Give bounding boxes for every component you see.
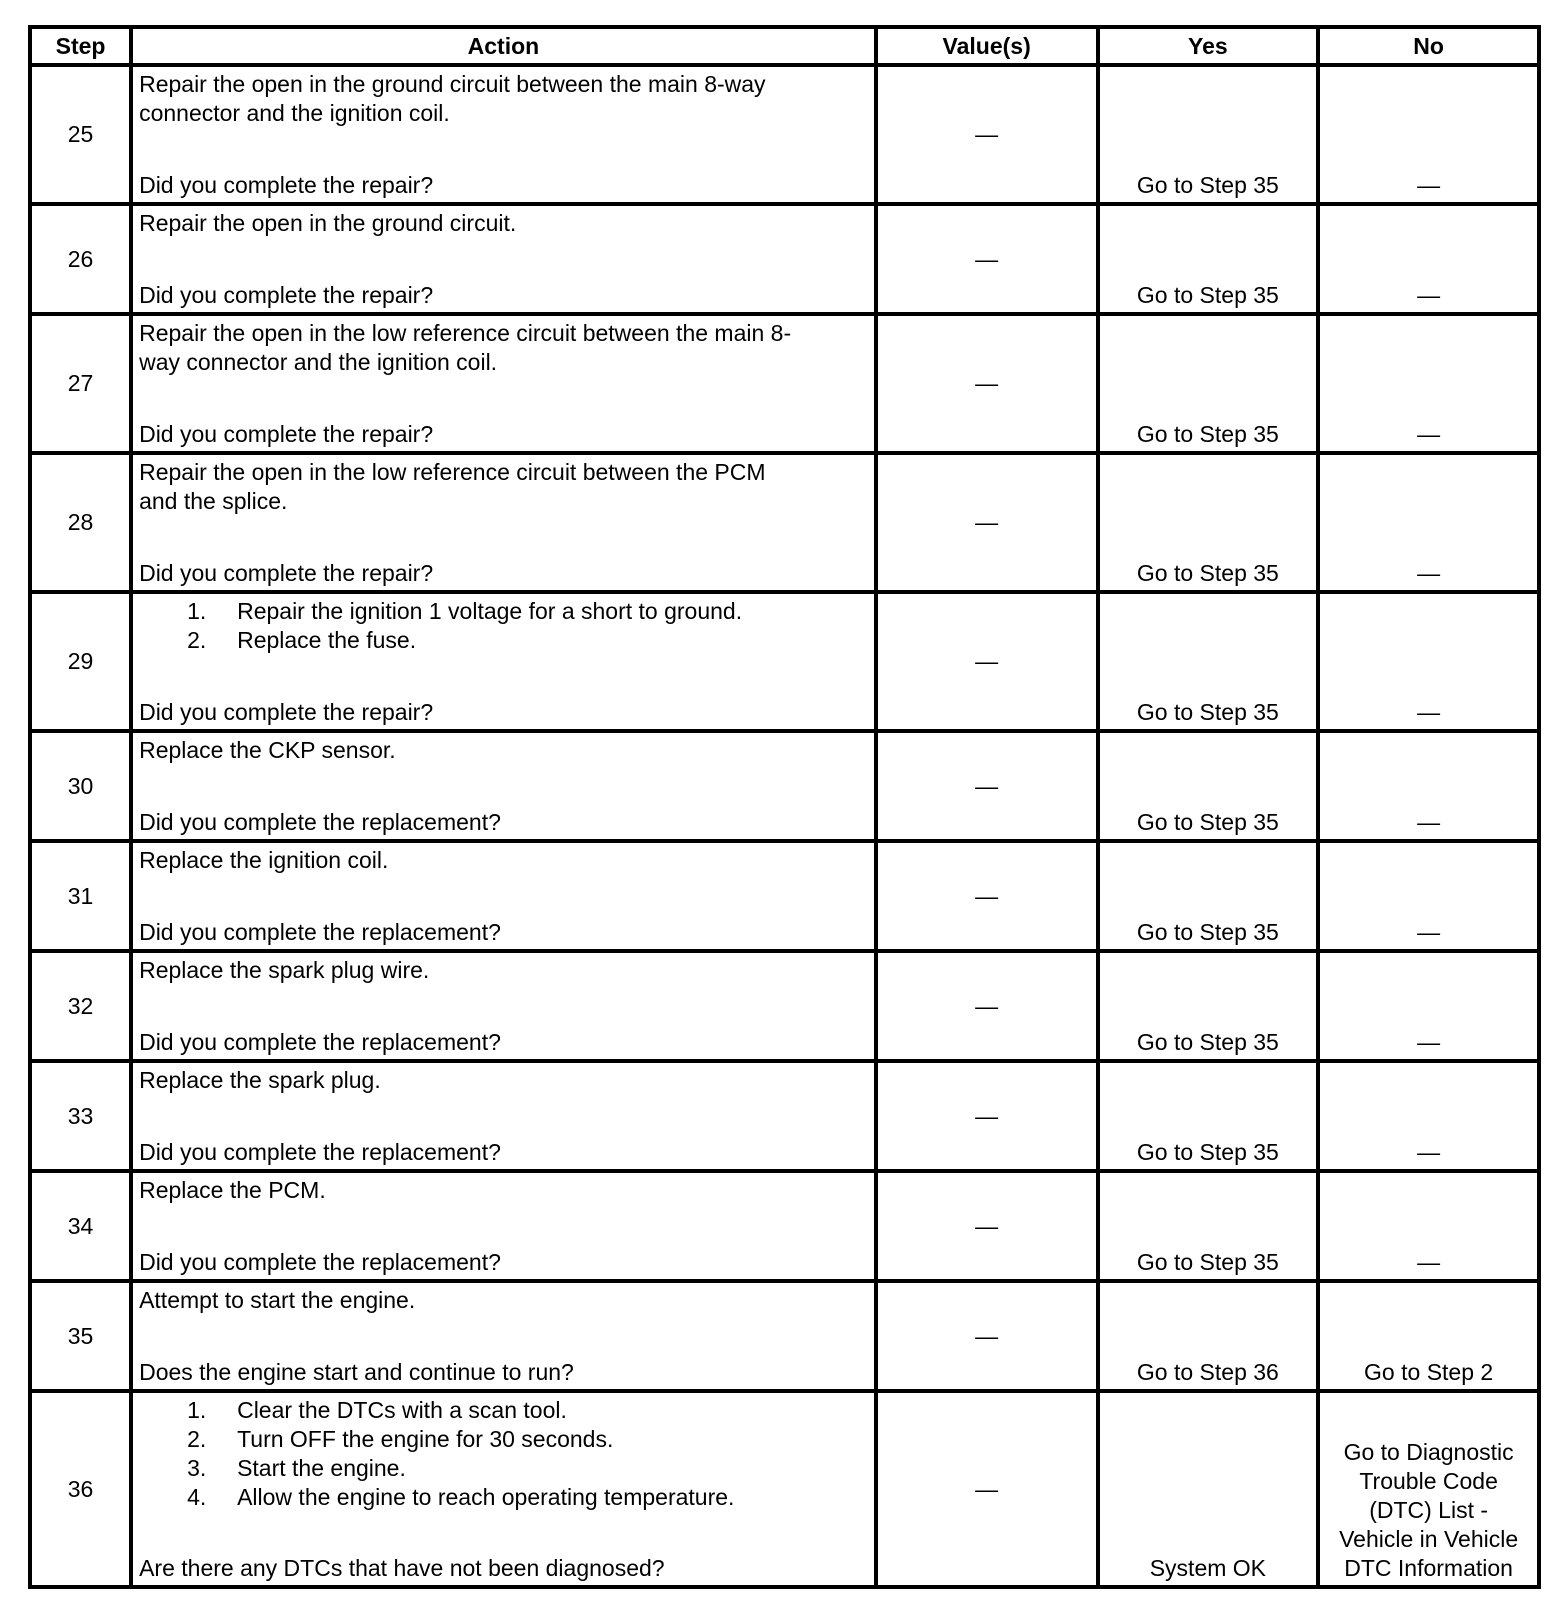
no-cell: —: [1318, 592, 1539, 731]
yes-cell: Go to Step 35: [1098, 731, 1319, 841]
step-number: 34: [30, 1171, 131, 1281]
header-no: No: [1318, 27, 1539, 65]
action-text: Attempt to start the engine.: [139, 1287, 416, 1313]
table-row: [30, 204, 1539, 314]
list-item: [139, 597, 868, 626]
value-cell: —: [876, 1281, 1098, 1391]
step-number: 35: [30, 1281, 131, 1391]
action-list: [139, 1396, 868, 1512]
yes-cell: Go to Step 35: [1098, 951, 1319, 1061]
table-row: [30, 592, 1539, 731]
table-row: [30, 1171, 1539, 1281]
no-cell: —: [1318, 314, 1539, 453]
header-row: [30, 27, 1539, 65]
value-cell: —: [876, 592, 1098, 731]
list-number: 4.: [187, 1484, 207, 1510]
action-question: Does the engine start and continue to run?: [139, 1359, 574, 1385]
no-cell: —: [1318, 841, 1539, 951]
action-text: way connector and the ignition coil.: [139, 349, 498, 375]
action-text: Repair the open in the low reference circuit between the main 8-: [139, 320, 792, 346]
action-question: Did you complete the replacement?: [139, 1249, 501, 1275]
header-step: Step: [30, 27, 131, 65]
step-number: 25: [30, 65, 131, 204]
action-cell: [131, 1281, 876, 1391]
action-question: Did you complete the repair?: [139, 699, 434, 725]
action-cell: [131, 731, 876, 841]
no-cell: —: [1318, 204, 1539, 314]
no-cell: —: [1318, 1061, 1539, 1171]
table-row: [30, 951, 1539, 1061]
table-row: [30, 1281, 1539, 1391]
action-text: Replace the CKP sensor.: [139, 737, 396, 763]
action-question: Are there any DTCs that have not been diagnosed?: [139, 1555, 665, 1581]
value-cell: —: [876, 731, 1098, 841]
list-text: Allow the engine to reach operating temperature.: [237, 1484, 735, 1510]
step-number: 33: [30, 1061, 131, 1171]
action-question: Did you complete the repair?: [139, 421, 434, 447]
value-cell: —: [876, 314, 1098, 453]
action-text: Replace the PCM.: [139, 1177, 326, 1203]
yes-cell: Go to Step 35: [1098, 841, 1319, 951]
action-text: connector and the ignition coil.: [139, 100, 450, 126]
action-question: Did you complete the repair?: [139, 560, 434, 586]
yes-cell: System OK: [1098, 1391, 1319, 1587]
step-number: 29: [30, 592, 131, 731]
action-cell: [131, 1061, 876, 1171]
action-text: Repair the open in the ground circuit.: [139, 210, 517, 236]
action-cell: [131, 1391, 876, 1587]
table-row: [30, 65, 1539, 204]
action-question: Did you complete the repair?: [139, 172, 434, 198]
action-text: Replace the spark plug.: [139, 1067, 381, 1093]
list-text: Clear the DTCs with a scan tool.: [237, 1397, 567, 1423]
action-question: Did you complete the replacement?: [139, 1139, 501, 1165]
action-text: Repair the open in the ground circuit between the main 8-way: [139, 71, 766, 97]
yes-cell: Go to Step 35: [1098, 1171, 1319, 1281]
header-values: Value(s): [876, 27, 1098, 65]
no-cell: —: [1318, 951, 1539, 1061]
yes-cell: Go to Step 35: [1098, 453, 1319, 592]
table-row: [30, 841, 1539, 951]
value-cell: —: [876, 1391, 1098, 1587]
action-cell: [131, 592, 876, 731]
list-text: Start the engine.: [237, 1455, 406, 1481]
yes-cell: Go to Step 35: [1098, 314, 1319, 453]
no-line: Vehicle in Vehicle: [1339, 1526, 1519, 1552]
list-item: [139, 626, 868, 655]
list-item: [139, 1425, 868, 1454]
no-cell: —: [1318, 65, 1539, 204]
value-cell: —: [876, 65, 1098, 204]
no-line: Trouble Code: [1359, 1468, 1498, 1494]
value-cell: —: [876, 841, 1098, 951]
action-text: Repair the open in the low reference circuit between the PCM: [139, 459, 766, 485]
header-action: Action: [131, 27, 876, 65]
no-line: Go to Diagnostic: [1343, 1439, 1514, 1465]
value-cell: —: [876, 204, 1098, 314]
value-cell: —: [876, 1061, 1098, 1171]
step-number: 27: [30, 314, 131, 453]
table-row: [30, 1061, 1539, 1171]
diagnostic-table: [28, 25, 1541, 1589]
list-number: 3.: [187, 1455, 207, 1481]
step-number: 30: [30, 731, 131, 841]
value-cell: —: [876, 951, 1098, 1061]
list-number: 2.: [187, 627, 207, 653]
list-item: [139, 1483, 868, 1512]
no-cell: [1318, 1391, 1539, 1587]
list-text: Turn OFF the engine for 30 seconds.: [237, 1426, 614, 1452]
step-number: 26: [30, 204, 131, 314]
table-row: [30, 453, 1539, 592]
list-number: 1.: [187, 598, 207, 624]
action-question: Did you complete the replacement?: [139, 809, 501, 835]
action-question: Did you complete the repair?: [139, 282, 434, 308]
table-row: [30, 1391, 1539, 1587]
step-number: 28: [30, 453, 131, 592]
action-cell: [131, 951, 876, 1061]
list-text: Replace the fuse.: [237, 627, 417, 653]
yes-cell: Go to Step 35: [1098, 204, 1319, 314]
list-item: [139, 1396, 868, 1425]
action-question: Did you complete the replacement?: [139, 1029, 501, 1055]
action-cell: [131, 65, 876, 204]
no-line: DTC Information: [1344, 1555, 1513, 1581]
action-text: and the splice.: [139, 488, 288, 514]
table-row: [30, 314, 1539, 453]
action-question: Did you complete the replacement?: [139, 919, 501, 945]
yes-cell: Go to Step 35: [1098, 1061, 1319, 1171]
header-yes: Yes: [1098, 27, 1319, 65]
yes-cell: Go to Step 36: [1098, 1281, 1319, 1391]
action-list: [139, 597, 868, 655]
action-cell: [131, 841, 876, 951]
action-cell: [131, 1171, 876, 1281]
list-number: 2.: [187, 1426, 207, 1452]
action-cell: [131, 204, 876, 314]
step-number: 31: [30, 841, 131, 951]
no-cell: —: [1318, 453, 1539, 592]
yes-cell: Go to Step 35: [1098, 592, 1319, 731]
step-number: 32: [30, 951, 131, 1061]
value-cell: —: [876, 453, 1098, 592]
step-number: 36: [30, 1391, 131, 1587]
no-line: (DTC) List -: [1369, 1497, 1489, 1523]
action-cell: [131, 453, 876, 592]
no-cell: Go to Step 2: [1318, 1281, 1539, 1391]
list-text: Repair the ignition 1 voltage for a short to ground.: [237, 598, 743, 624]
action-text: Replace the spark plug wire.: [139, 957, 430, 983]
list-number: 1.: [187, 1397, 207, 1423]
table-row: [30, 731, 1539, 841]
no-cell: —: [1318, 731, 1539, 841]
no-cell: —: [1318, 1171, 1539, 1281]
list-item: [139, 1454, 868, 1483]
value-cell: —: [876, 1171, 1098, 1281]
yes-cell: Go to Step 35: [1098, 65, 1319, 204]
action-text: Replace the ignition coil.: [139, 847, 389, 873]
action-cell: [131, 314, 876, 453]
